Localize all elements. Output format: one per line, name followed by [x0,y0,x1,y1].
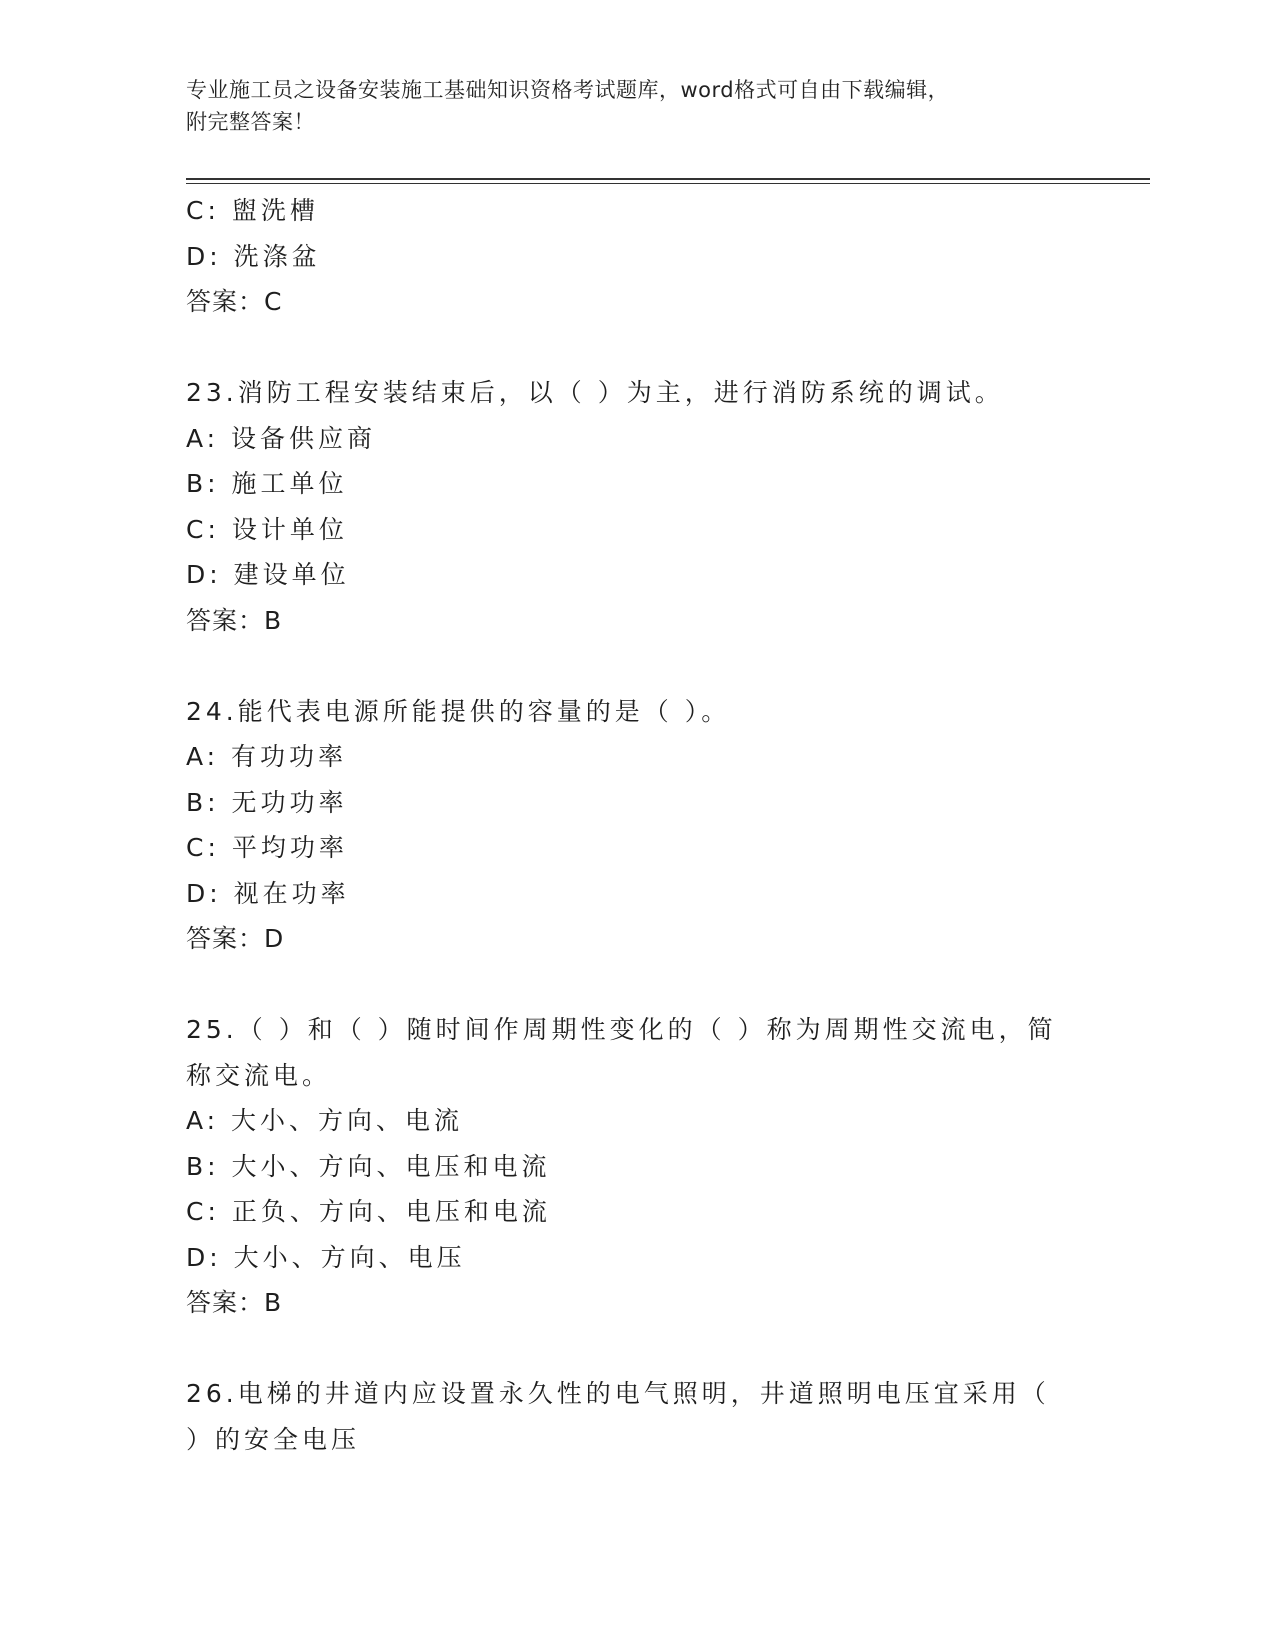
question-24 [186,689,1086,962]
header-line-2: 附完整答案！ [186,110,315,134]
question-25 [186,1007,1086,1326]
question-23 [186,370,1086,643]
option-c: C: 设计单位 [186,514,348,544]
question-text: 23.消防工程安装结束后，以（ ）为主，进行消防系统的调试。 [186,378,1004,407]
question-text-line-2: ）的安全电压 [186,1424,361,1454]
option-c: C: 盥洗槽 [186,196,319,225]
answer: 答案：B [186,605,283,635]
header-line-1: 专业施工员之设备安装施工基础知识资格考试题库，word格式可自由下载编辑， [186,78,950,102]
option-c: C: 正负、方向、电压和电流 [186,1197,551,1226]
option-a: A: 有功功率 [186,742,348,771]
question-26 [186,1371,1086,1462]
answer: 答案：B [186,1288,283,1317]
question-text-line-1: 26.电梯的井道内应设置永久性的电气照明，井道照明电压宜采用（ [186,1379,1050,1408]
option-d: D: 建设单位 [186,560,350,589]
option-b: B: 大小、方向、电压和电流 [186,1151,551,1181]
option-a: A: 大小、方向、电流 [186,1106,464,1135]
option-b: B: 施工单位 [186,469,348,498]
document-header [186,74,1076,138]
option-d: D: 视在功率 [186,878,350,908]
option-c: C: 平均功率 [186,833,348,862]
header-rule-thin [186,183,1150,184]
header-rule-thick [186,178,1150,180]
question-text-line-2: 称交流电。 [186,1060,332,1090]
answer: 答案：C [186,287,283,316]
option-a: A: 设备供应商 [186,423,377,453]
question-text-line-1: 25.（ ）和（ ）随时间作周期性变化的（ ）称为周期性交流电，简 [186,1015,1057,1044]
option-b: B: 无功功率 [186,787,348,817]
answer: 答案：D [186,924,285,953]
question-22-tail [186,188,1086,325]
option-d: D: 洗涤盆 [186,241,321,271]
question-list [186,188,1086,1462]
question-text: 24.能代表电源所能提供的容量的是（ ）。 [186,696,731,726]
option-d: D: 大小、方向、电压 [186,1242,466,1272]
